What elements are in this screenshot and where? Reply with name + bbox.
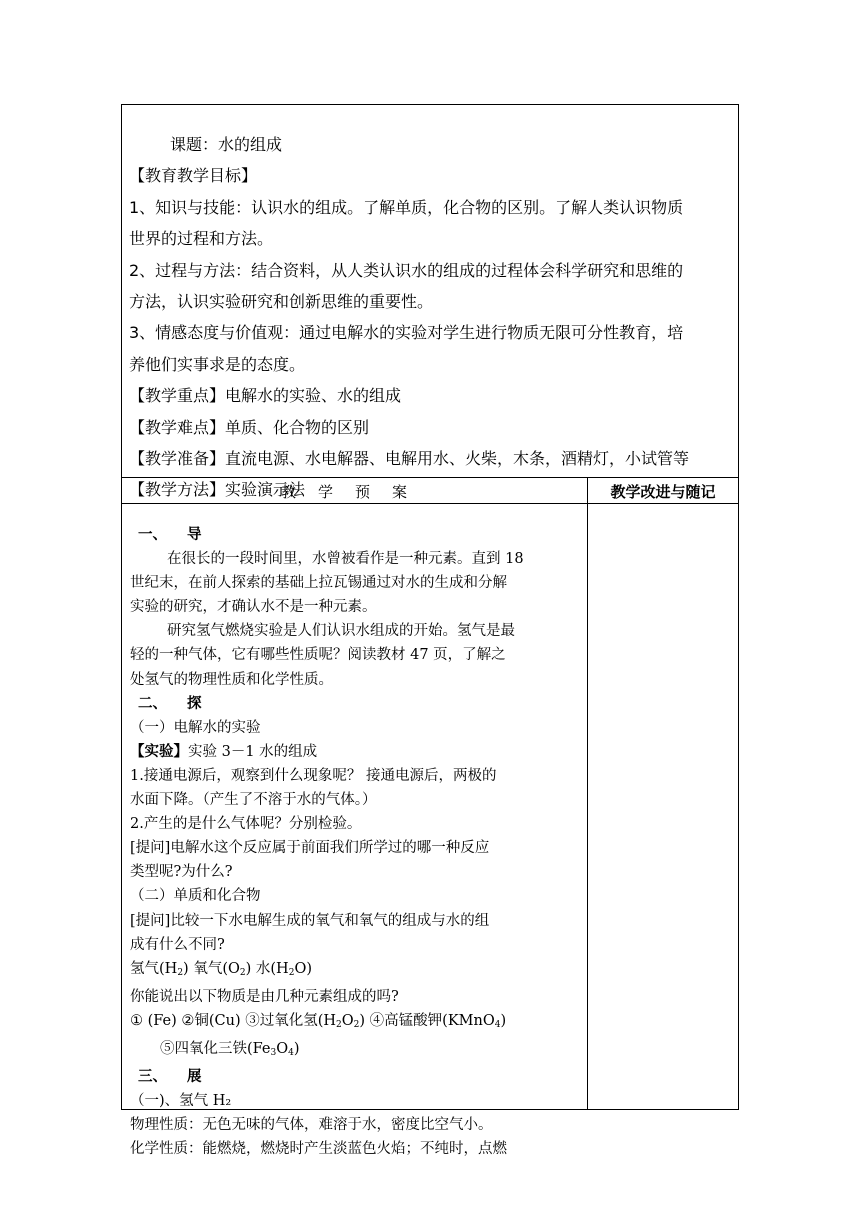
column-header-plan: 教学预案 bbox=[280, 483, 429, 501]
ask-2-line-1: [提问]比较一下水电解生成的氧气和氧气的组成与水的组 bbox=[130, 912, 490, 929]
section-3-heading: 三、 展 bbox=[138, 1069, 202, 1086]
ask-1-line-1: [提问]电解水这个反应属于前面我们所学过的哪一种反应 bbox=[130, 840, 490, 857]
objective-2-line-2: 方法，认识实验研究和创新思维的重要性。 bbox=[129, 292, 434, 312]
question-3: 你能说出以下物质是由几种元素组成的吗? bbox=[130, 988, 399, 1005]
experiment-line: 【实验】实验 3－1 水的组成 bbox=[130, 743, 318, 760]
question-2: 2.产生的是什么气体呢？分别检验。 bbox=[130, 816, 362, 833]
question-1-line-1: 1.接通电源后，观察到什么现象呢？ 接通电源后，两极的 bbox=[130, 767, 497, 784]
objectives-heading: 【教育教学目标】 bbox=[129, 166, 258, 186]
lesson-header-block bbox=[129, 129, 735, 506]
column-header-notes: 教学改进与随记 bbox=[610, 483, 716, 501]
paragraph-2-line-1: 研究氢气燃烧实验是人们认识水组成的开始。氢气是最 bbox=[167, 623, 515, 640]
paragraph-2-line-3: 处氢气的物理性质和化学性质。 bbox=[130, 671, 333, 688]
substances-line-1: ① (Fe) ②铜(Cu) ③过氧化氢$(H_2O_2)$ ④高锰酸钾(KMnO$_4$) bbox=[130, 1012, 507, 1030]
formula-line: 氢气$(H_2)$ 氧气$(O_2)$ 水$(H_2O)$ bbox=[130, 960, 312, 978]
ask-1-line-2: 类型呢?为什么? bbox=[130, 864, 233, 881]
column-divider bbox=[587, 477, 588, 1109]
section-1-heading: 一、 导 bbox=[138, 527, 202, 543]
lesson-topic: 课题：水的组成 bbox=[170, 135, 283, 154]
objective-3-line-1: 3、情感态度与价值观：通过电解水的实验对学生进行物质无限可分性教育，培 bbox=[129, 323, 684, 343]
question-1-line-2: 水面下降。（产生了不溶于水的气体。） bbox=[130, 792, 377, 809]
subsection-1: （一）电解水的实验 bbox=[130, 719, 261, 736]
key-points: 【教学重点】电解水的实验、水的组成 bbox=[129, 386, 402, 406]
objective-1-line-2: 世界的过程和方法。 bbox=[129, 229, 274, 249]
plan-body bbox=[130, 523, 582, 1161]
paragraph-1-line-2: 世纪末，在前人探索的基础上拉瓦锡通过对水的生成和分解 bbox=[130, 575, 507, 592]
objective-2-line-1: 2、过程与方法：结合资料，从人类认识水的组成的过程体会科学研究和思维的 bbox=[129, 260, 684, 280]
substances-line-2: ⑤四氧化三铁$(Fe_3O_4)$ bbox=[160, 1040, 300, 1058]
paragraph-1-line-3: 实验的研究，才确认水不是一种元素。 bbox=[130, 599, 377, 616]
paragraph-2-line-2: 轻的一种气体，它有哪些性质呢？阅读教材 47 页，了解之 bbox=[130, 647, 506, 664]
paragraph-1-line-1: 在很长的一段时间里，水曾被看作是一种元素。直到 18 bbox=[167, 551, 524, 568]
objective-1-line-1: 1、知识与技能：认识水的组成。了解单质，化合物的区别。了解人类认识物质 bbox=[129, 197, 684, 217]
chemical-properties: 化学性质：能燃烧，燃烧时产生淡蓝色火焰；不纯时，点燃 bbox=[130, 1141, 507, 1158]
subsection-3: （一)、氢气 H₂ bbox=[130, 1093, 232, 1110]
subsection-2: （二）单质和化合物 bbox=[130, 888, 261, 905]
difficulties: 【教学难点】单质、化合物的区别 bbox=[129, 417, 370, 437]
physical-properties: 物理性质：无色无味的气体，难溶于水，密度比空气小。 bbox=[130, 1117, 493, 1134]
section-2-heading: 二、 探 bbox=[138, 695, 202, 712]
objective-3-line-2: 养他们实事求是的态度。 bbox=[129, 354, 306, 374]
lesson-plan-table bbox=[121, 104, 739, 1158]
preparation: 【教学准备】直流电源、水电解器、电解用水、火柴，木条，酒精灯，小试管等 bbox=[129, 449, 690, 469]
teaching-method: 【教学方法】实验演示法 bbox=[129, 480, 306, 500]
ask-2-line-2: 成有什么不同? bbox=[130, 936, 225, 953]
